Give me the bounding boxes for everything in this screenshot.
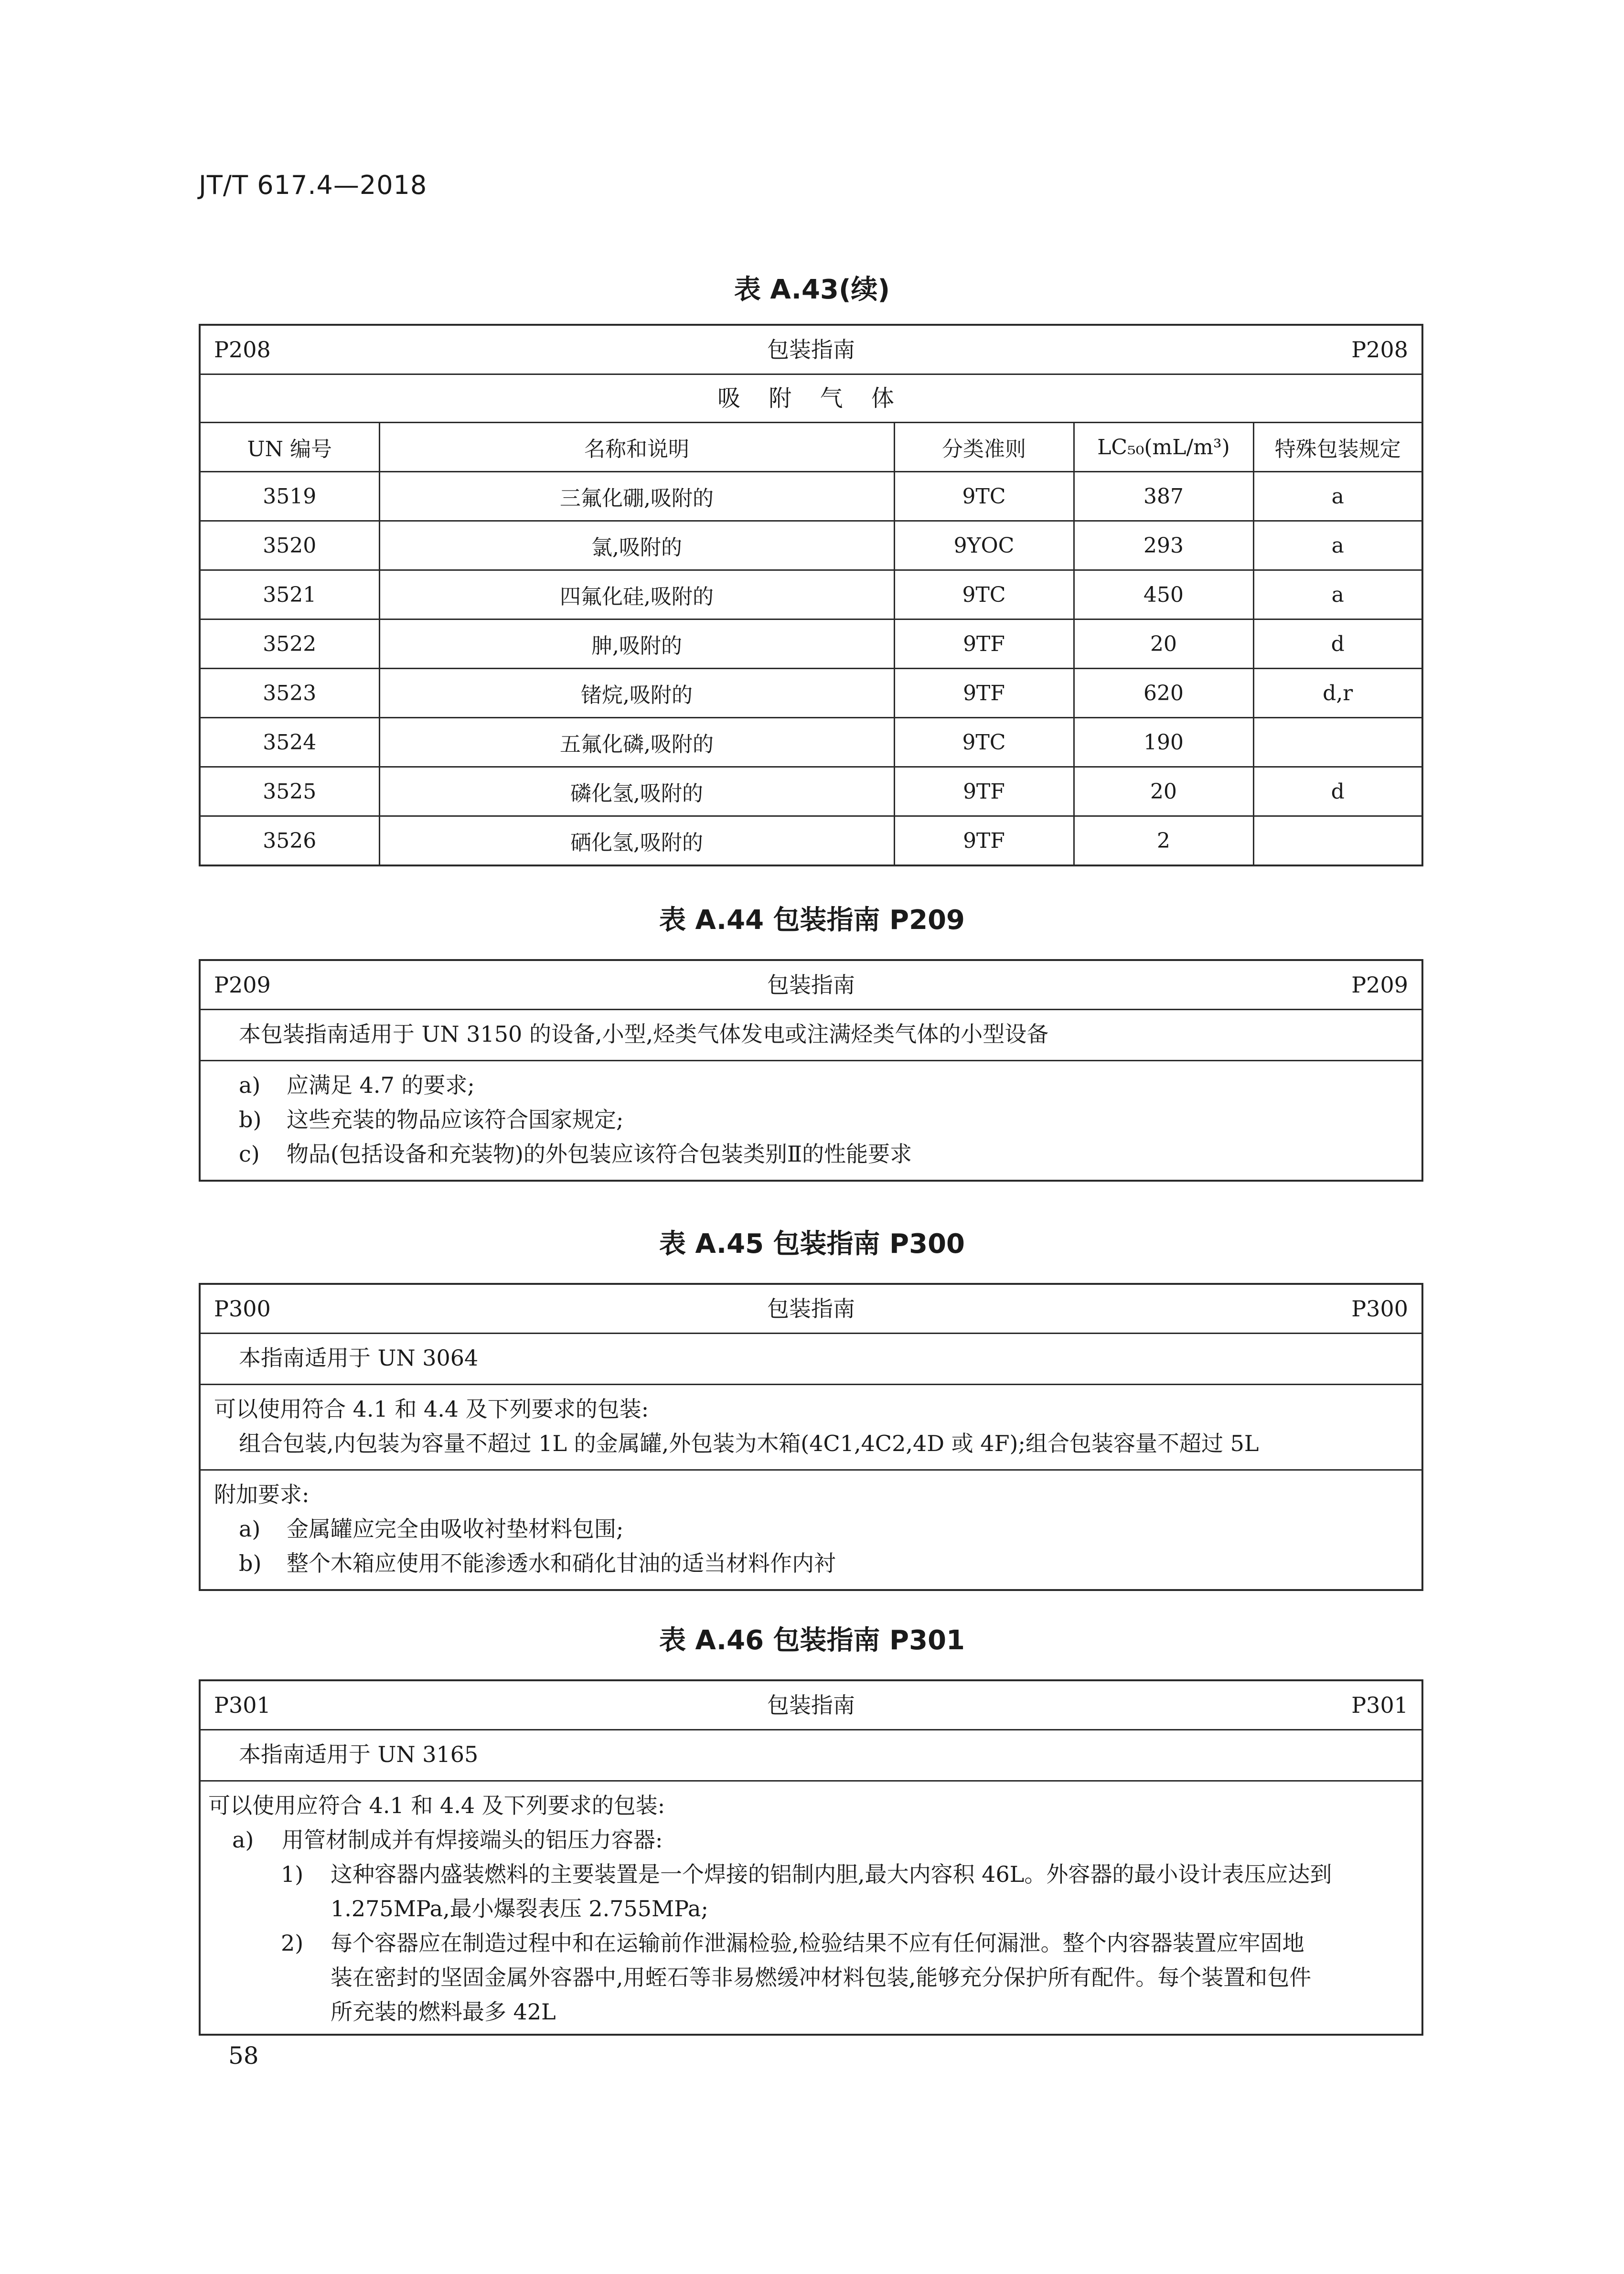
list-marker: 2) <box>281 1930 304 1956</box>
table-a46-header <box>201 1681 1421 1730</box>
sub-list-item-line: 所充装的燃料最多 42L <box>331 1999 556 2025</box>
cell-un-number: 3521 <box>201 570 379 619</box>
table-a46-allowed-section <box>201 1780 1421 2034</box>
column-header-special-provisions: 特殊包装规定 <box>1253 423 1421 472</box>
sub-list-item-line: 这种容器内盛装燃料的主要装置是一个焊接的铝制内胆,最大内容积 46L。外容器的最小设计表压应达到 <box>331 1861 1332 1887</box>
standard-code: JT/T 617.4—2018 <box>199 170 427 200</box>
cell-special-provisions: a <box>1253 472 1421 521</box>
table-row <box>201 669 1421 718</box>
cell-lc50: 450 <box>1074 570 1253 619</box>
cell-classification: 9TC <box>894 718 1074 767</box>
table-row <box>201 472 1421 521</box>
table-row <box>201 718 1421 767</box>
table-a45-scope-section <box>201 1334 1421 1384</box>
table-a46-allowed-intro: 可以使用应符合 4.1 和 4.4 及下列要求的包装: <box>208 1793 665 1818</box>
cell-lc50: 387 <box>1074 472 1253 521</box>
cell-lc50: 20 <box>1074 619 1253 669</box>
table-row <box>201 767 1421 816</box>
cell-special-provisions <box>1253 816 1421 865</box>
table-a45-caption: 表 A.45 包装指南 P300 <box>659 1228 965 1260</box>
table-a45-allowed-section <box>201 1384 1421 1469</box>
cell-classification: 9TC <box>894 472 1074 521</box>
cell-lc50: 20 <box>1074 767 1253 816</box>
table-a45-extra-section <box>201 1469 1421 1589</box>
list-item <box>201 1102 1421 1137</box>
list-marker: a) <box>239 1072 261 1098</box>
table-row <box>201 570 1421 619</box>
list-item-text: 整个木箱应使用不能渗透水和硝化甘油的适当材料作内衬 <box>287 1550 836 1576</box>
cell-lc50: 190 <box>1074 718 1253 767</box>
table-a46-code-right: P301 <box>1351 1692 1408 1718</box>
list-marker: b) <box>239 1550 262 1576</box>
cell-classification: 9TF <box>894 816 1074 865</box>
column-header-name: 名称和说明 <box>379 423 894 472</box>
sub-list-item-line: 每个容器应在制造过程中和在运输前作泄漏检验,检验结果不应有任何漏泄。整个内容器装置应牢固地 <box>331 1930 1304 1956</box>
table-a45-allowed-text: 组合包装,内包装为容量不超过 1L 的金属罐,外包装为木箱(4C1,4C2,4D 或 4F);组合包装容量不超过 5L <box>239 1431 1259 1456</box>
table-a46-scope: 本指南适用于 UN 3165 <box>239 1741 479 1767</box>
table-a45-scope: 本指南适用于 UN 3064 <box>239 1345 479 1371</box>
cell-special-provisions: d,r <box>1253 669 1421 718</box>
cell-special-provisions: a <box>1253 570 1421 619</box>
cell-un-number: 3526 <box>201 816 379 865</box>
cell-special-provisions: d <box>1253 619 1421 669</box>
table-a43 <box>199 324 1423 866</box>
table-a45-code-right: P300 <box>1351 1296 1408 1322</box>
sub-list-item <box>201 1857 1421 1926</box>
table-a43-header <box>201 326 1421 375</box>
list-item-text: 金属罐应完全由吸收衬垫材料包围; <box>287 1516 624 1542</box>
list-item <box>201 1512 1421 1546</box>
table-row <box>201 521 1421 570</box>
sub-list-item-line: 装在密封的坚固金属外容器中,用蛭石等非易燃缓冲材料包装,能够充分保护所有配件。每个装置和包件 <box>331 1964 1312 1990</box>
list-item <box>201 1546 1421 1580</box>
column-header-classification: 分类准则 <box>894 423 1074 472</box>
table-row <box>201 619 1421 669</box>
cell-lc50: 293 <box>1074 521 1253 570</box>
table-a46-title: 包装指南 <box>767 1692 855 1718</box>
table-a44-caption: 表 A.44 包装指南 P209 <box>659 905 965 936</box>
list-item-text: 物品(包括设备和充装物)的外包装应该符合包装类别Ⅱ的性能要求 <box>287 1141 912 1167</box>
cell-name: 磷化氢,吸附的 <box>379 767 894 816</box>
sub-list-item <box>201 1926 1421 2029</box>
table-header-row <box>201 423 1421 472</box>
cell-lc50: 2 <box>1074 816 1253 865</box>
cell-name: 锗烷,吸附的 <box>379 669 894 718</box>
table-a45-code-left: P300 <box>214 1296 271 1322</box>
list-item <box>201 1068 1421 1102</box>
list-item-text: 这些充装的物品应该符合国家规定; <box>287 1107 624 1132</box>
cell-un-number: 3520 <box>201 521 379 570</box>
cell-un-number: 3523 <box>201 669 379 718</box>
table-a44-header <box>201 961 1421 1010</box>
table-a44-code-left: P209 <box>214 972 271 998</box>
table-a43-title: 包装指南 <box>767 337 855 363</box>
table-a44-scope: 本包装指南适用于 UN 3150 的设备,小型,烃类气体发电或注满烃类气体的小型设备 <box>239 1021 1049 1047</box>
cell-un-number: 3519 <box>201 472 379 521</box>
list-marker: a) <box>239 1516 261 1542</box>
table-a45-header <box>201 1285 1421 1334</box>
cell-classification: 9TF <box>894 767 1074 816</box>
table-row <box>201 816 1421 865</box>
cell-special-provisions: a <box>1253 521 1421 570</box>
table-a44 <box>199 959 1423 1182</box>
table-a46-caption: 表 A.46 包装指南 P301 <box>659 1625 965 1656</box>
list-marker: b) <box>239 1107 262 1132</box>
cell-special-provisions: d <box>1253 767 1421 816</box>
table-a44-title: 包装指南 <box>767 972 855 998</box>
column-header-un-number: UN 编号 <box>247 437 332 461</box>
list-item-text: 应满足 4.7 的要求; <box>287 1072 475 1098</box>
cell-classification: 9TF <box>894 669 1074 718</box>
cell-classification: 9TF <box>894 619 1074 669</box>
cell-name: 五氟化磷,吸附的 <box>379 718 894 767</box>
table-a45-extra-title: 附加要求: <box>214 1482 310 1507</box>
column-header-lc50: LC₅₀(mL/m³) <box>1074 423 1253 472</box>
list-marker: 1) <box>281 1861 304 1887</box>
list-item <box>201 1823 1421 1857</box>
cell-un-number: 3525 <box>201 767 379 816</box>
cell-name: 三氟化硼,吸附的 <box>379 472 894 521</box>
cell-special-provisions <box>1253 718 1421 767</box>
cell-name: 四氟化硅,吸附的 <box>379 570 894 619</box>
list-marker: a) <box>232 1827 254 1853</box>
table-a43-subtitle: 吸 附 气 体 <box>201 375 1421 423</box>
table-a44-code-right: P209 <box>1351 972 1408 998</box>
table-a45 <box>199 1283 1423 1591</box>
list-item <box>201 1137 1421 1171</box>
list-item-text: 用管材制成并有焊接端头的铝压力容器: <box>282 1827 663 1853</box>
table-a46-scope-section <box>201 1730 1421 1780</box>
cell-name: 氯,吸附的 <box>379 521 894 570</box>
table-a43-grid <box>201 423 1421 865</box>
table-a44-scope-section <box>201 1010 1421 1060</box>
table-a43-code-left: P208 <box>214 337 271 363</box>
cell-un-number: 3524 <box>201 718 379 767</box>
cell-name: 硒化氢,吸附的 <box>379 816 894 865</box>
table-a46-code-left: P301 <box>214 1692 271 1718</box>
table-a44-requirements <box>201 1060 1421 1180</box>
table-a43-code-right: P208 <box>1351 337 1408 363</box>
cell-un-number: 3522 <box>201 619 379 669</box>
table-a45-title: 包装指南 <box>767 1296 855 1322</box>
cell-classification: 9TC <box>894 570 1074 619</box>
table-a45-allowed-intro: 可以使用符合 4.1 和 4.4 及下列要求的包装: <box>214 1396 649 1422</box>
cell-lc50: 620 <box>1074 669 1253 718</box>
table-a46 <box>199 1679 1423 2036</box>
table-a43-caption: 表 A.43(续) <box>734 274 890 305</box>
sub-list-item-line: 1.275MPa,最小爆裂表压 2.755MPa; <box>331 1896 708 1922</box>
cell-name: 胂,吸附的 <box>379 619 894 669</box>
page-number: 58 <box>228 2042 259 2070</box>
list-marker: c) <box>239 1141 260 1167</box>
cell-classification: 9YOC <box>894 521 1074 570</box>
